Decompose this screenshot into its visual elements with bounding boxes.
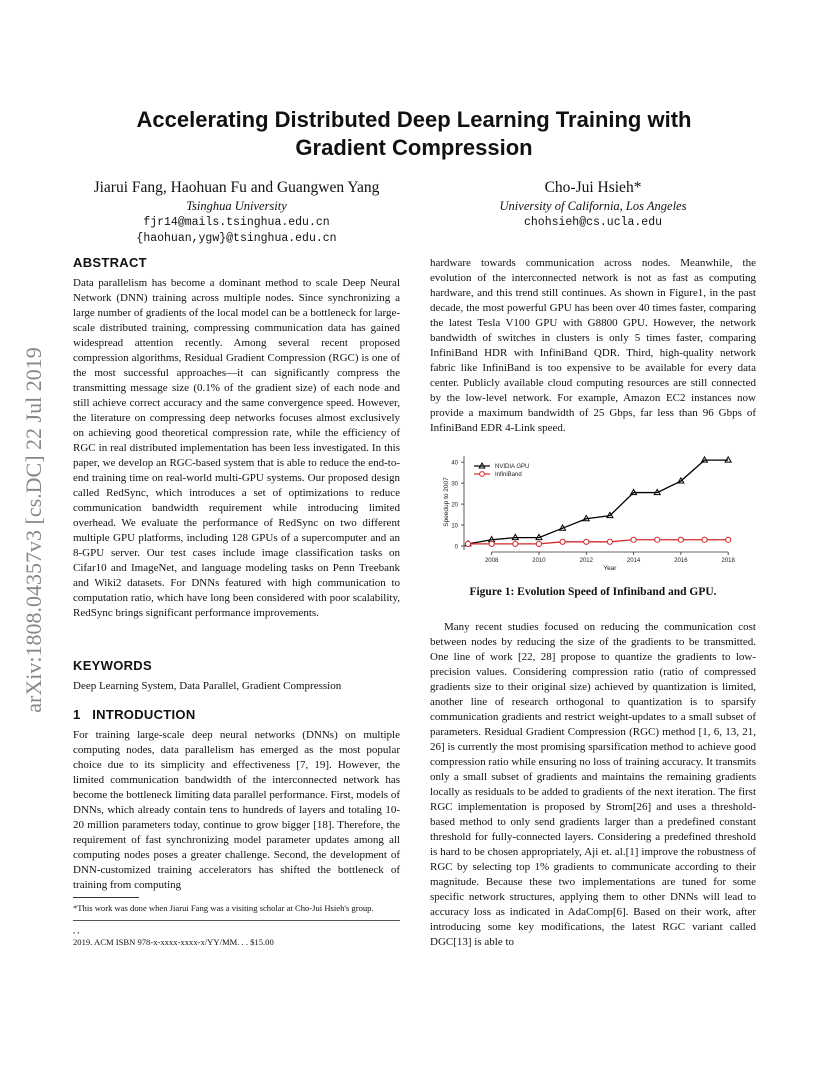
author-email: fjr14@mails.tsinghua.edu.cn xyxy=(143,216,330,229)
infiniband-data-point xyxy=(678,537,683,542)
title-line-2: Gradient Compression xyxy=(295,135,533,160)
author-affiliation: University of California, Los Angeles xyxy=(499,199,687,213)
arxiv-sidebar xyxy=(14,290,54,770)
x-tick-label: 2010 xyxy=(532,558,546,564)
keywords-section xyxy=(73,658,400,694)
right-column-text-bottom: Many recent studies focused on reducing the communication cost between nodes by reducing the size of the gradients to be transmitted. One line of work [22, 28] propose to quantize the gradients to low-precision values. Considering compression ratio (ratio of compressed gradients size to their original size) achieved by quantization is limited, another line of research orthogonal to quantization is to sparsify communication gradients and restrict weight-updates to a small subset of parameters. Residual Gradient Compression (RGC) method [1, 6, 13, 21, 26] is currently the most promising sparsification method to achieve good compression ratio while ensuring no loss of training accuracy. It transmits only a small subset of gradients and maintains the remaining gradients locally as residuals to be added to gradients of the next iteration. The first RGC implementation is proposed by Strom[26] and uses a threshold-based method to only send gradients larger than a predefined constant threshold for fully-connected layers. Considering a predefined threshold is hard to be chosen appropriately, Aji et. al.[1] improve the robustness of RGC by selecting top 1% gradients to communicate according to their magnitude. Because these two implementations are tuned for some specific network structures, applying them to other DNNs will lead to accuracy loss as indicated in AdaComp[6]. Based on their work, after introducing some key modifications, the latest RGC variant called DGC[13] is able to xyxy=(430,621,756,948)
x-axis-label: Year xyxy=(603,565,617,572)
y-tick-label: 0 xyxy=(454,544,458,551)
author-block-right xyxy=(430,178,756,231)
introduction-heading: 1 INTRODUCTION xyxy=(73,707,196,722)
paper-title xyxy=(60,106,768,162)
footnote-isbn: 2019. ACM ISBN 978-x-xxxx-xxxx-x/YY/MM. . . $15.00 xyxy=(73,937,274,947)
arxiv-id: arXiv:1808.04357v3 [cs.DC] 22 Jul 2019 xyxy=(21,347,46,713)
infiniband-data-point xyxy=(607,539,612,544)
footnote-marks: , , xyxy=(73,925,80,935)
y-tick-label: 30 xyxy=(451,481,458,488)
infiniband-data-point xyxy=(631,537,636,542)
infiniband-data-point xyxy=(655,537,660,542)
infiniband-data-point xyxy=(465,541,470,546)
abstract-text: Data parallelism has become a dominant method to scale Deep Neural Network (DNN) training across multiple nodes. Since synchronizing a large number of gradients of the local model can be a bottleneck for large-scale distributed training, compressing communication data has gained widespread attention recently. Among several recent proposed compression algorithms, Residual Gradient Compression (RGC) is one of the most successful approaches—it can significantly compress the transmitting message size (0.1% of the gradient size) of each node and still achieve correct accuracy and the same convergence speed. However, the literature on compressing deep networks focuses almost exclusively on achieving good theoretical compression rate, while the efficiency of RGC in real distributed implementation has been less investigated. In this paper, we develop an RGC-based system that is able to reduce the end-to-end training time on real-world multi-GPU systems. Our proposed design called RedSync, which introduces a set of optimizations to reduce communication bandwidth requirement while introducing limited overhead. We evaluate the performance of RedSync on two different multiple GPU platforms, including 128 GPUs of a supercomputer and an 8-GPU server. Our test cases include image classification tasks on Cifar10 and ImageNet, and language modeling tasks on Penn Treebank and Wiki2 datasets. For DNNs featured with high communication to computation ratio, which have long been considered with poor scalability, RedSync brings significant performance improvements. xyxy=(73,277,400,619)
author-block-left xyxy=(73,178,400,247)
title-line-1: Accelerating Distributed Deep Learning Training with xyxy=(136,107,692,132)
author-names: Cho-Jui Hsieh* xyxy=(544,179,642,196)
author-email: {haohuan,ygw}@tsinghua.edu.cn xyxy=(136,232,337,245)
y-tick-label: 10 xyxy=(451,523,458,530)
infiniband-data-point xyxy=(536,541,541,546)
x-tick-label: 2016 xyxy=(674,558,688,564)
y-axis-label: Speedup to 2007 xyxy=(443,477,450,527)
y-tick-label: 40 xyxy=(451,460,458,467)
infiniband-data-point xyxy=(702,537,707,542)
legend-marker-circle xyxy=(480,472,485,477)
infiniband-data-point xyxy=(584,539,589,544)
abstract-section xyxy=(73,255,400,621)
legend-label: InfiniBand xyxy=(495,472,522,479)
speedup-chart xyxy=(430,450,756,572)
footnote-divider xyxy=(73,920,400,921)
x-tick-label: 2012 xyxy=(579,558,593,564)
footnote: *This work was done when Jiarui Fang was a visiting scholar at Cho-Jui Hsieh's group. xyxy=(73,903,374,913)
infiniband-data-point xyxy=(726,537,731,542)
introduction-text: For training large-scale deep neural networks (DNNs) on multiple computing nodes, data parallelism has emerged as the most popular choice due to its simplicity and effectiveness [7, 19]. However, the limited communication bandwidth of the interconnected network has become the bottleneck limiting data parallel performance. First, models of DNNs, which already contain tens to hundreds of layers and totaling 10-20 million parameters today, continue to grow bigger [18]. Therefore, the requirement of fast synchronizing model parameter updates among all computing nodes poses a greater challenge. Second, the development of DNN-customized training accelerators has shifted the bottleneck of training from computing xyxy=(73,729,400,891)
x-tick-label: 2018 xyxy=(721,558,735,564)
infiniband-data-point xyxy=(513,541,518,546)
series-line-infiniband xyxy=(468,540,728,544)
keywords-heading: KEYWORDS xyxy=(73,658,152,673)
legend-label: NVIDIA GPU xyxy=(495,464,530,471)
footnote-rule xyxy=(73,897,139,898)
infiniband-data-point xyxy=(560,539,565,544)
x-tick-label: 2014 xyxy=(626,558,641,564)
infiniband-data-point xyxy=(489,541,494,546)
author-affiliation: Tsinghua University xyxy=(186,199,287,213)
keywords-text: Deep Learning System, Data Parallel, Gradient Compression xyxy=(73,680,342,692)
author-names: Jiarui Fang, Haohuan Fu and Guangwen Yang xyxy=(93,179,380,196)
figure-caption: Figure 1: Evolution Speed of Infiniband and GPU. xyxy=(469,586,717,598)
right-column-text-top: hardware towards communication across nodes. Meanwhile, the evolution of the interconnected network is not as fast as computing hardware, and this trend still continues. As shown in Figure1, in the past decade, the most powerful GPU has been over 40 times faster, comparing the latest Tesla V100 GPU with G8800 GPU. However, the network bandwidth of switches in clusters is only 5 times faster, comparing InfiniBand HDR with InfiniBand QDR. Third, high-quality network fabric like InfiniBand is too expensive to be available for every data center. Publicly available cloud computing resources are still connected by the low-level network. For example, Amazon EC2 instances now provide a maximum bandwidth of 25 Gbps, far less than 96 Gbps of InfiniBand EDR 4-Link speed. xyxy=(430,257,756,434)
author-email: chohsieh@cs.ucla.edu xyxy=(523,216,663,229)
abstract-heading: ABSTRACT xyxy=(73,255,147,270)
y-tick-label: 20 xyxy=(451,502,458,509)
introduction-section xyxy=(73,707,400,893)
x-tick-label: 2008 xyxy=(484,558,499,564)
